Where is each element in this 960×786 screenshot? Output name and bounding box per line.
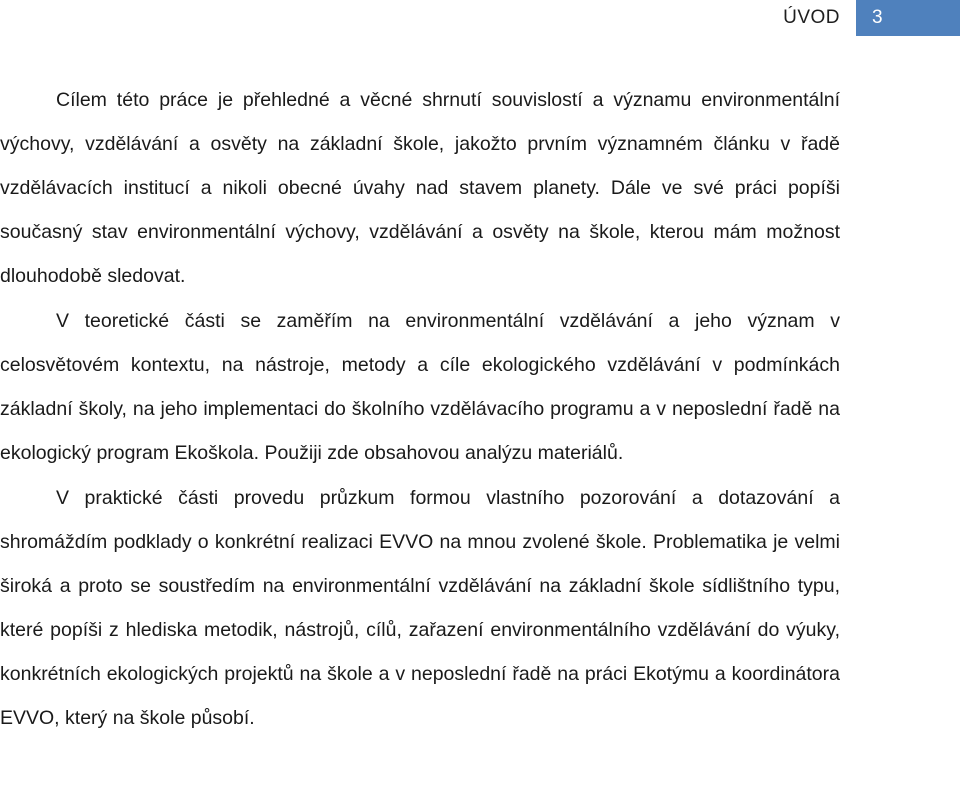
chapter-title: ÚVOD <box>783 7 840 28</box>
page-header <box>783 0 960 36</box>
paragraph-intro: Cílem této práce je přehledné a věcné shrnutí souvislostí a významu environmentální výchovy, vzdělávání a osvěty na základní škole, jakožto prvním významném článku v řadě vzdělávacích institucí a nikoli obecné úvahy nad stavem planety. Dále ve své práci popíši současný stav environmentální výchovy, vzdělávání a osvěty na škole, kterou mám možnost dlouhodobě sledovat. <box>0 89 840 287</box>
paragraph-theory: V teoretické části se zaměřím na environmentální vzdělávání a jeho význam v celosvětovém kontextu, na nástroje, metody a cíle ekologického vzdělávání v podmínkách základní školy, na jeho implementaci do školního vzdělávacího programu a v neposlední řadě na ekologický program Ekoškola. Použiji zde obsahovou analýzu materiálů. <box>0 310 840 464</box>
body-text <box>0 78 840 740</box>
page-number-badge: 3 <box>856 0 960 36</box>
paragraph-practice: V praktické části provedu průzkum formou vlastního pozorování a dotazování a shromáždím podklady o konkrétní realizaci EVVO na mnou zvolené škole. Problematika je velmi široká a proto se soustředím na environmentální vzdělávání na základní škole sídlištního typu, které popíši z hlediska metodik, nástrojů, cílů, zařazení environmentálního vzdělávání do výuky, konkrétních ekologických projektů na škole a v neposlední řadě na práci Ekotýmu a koordinátora EVVO, který na škole působí. <box>0 487 840 729</box>
